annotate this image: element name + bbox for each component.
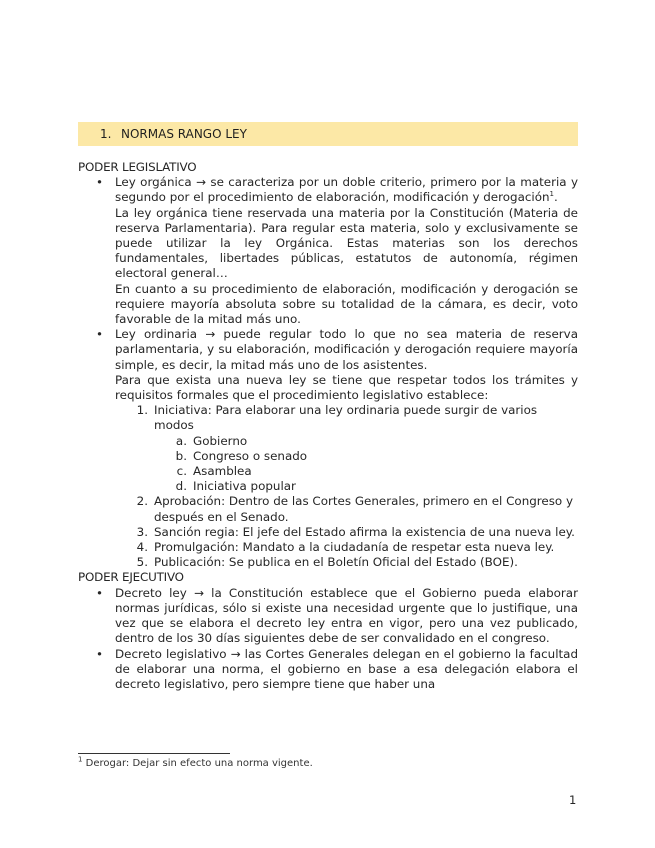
- bullet-decreto-ley: [78, 586, 578, 647]
- initiative-sublist: [115, 434, 578, 495]
- section-heading-banner: [78, 122, 578, 146]
- bullet-ley-ordinaria: [78, 327, 578, 403]
- list-item: c. Asamblea: [176, 464, 252, 479]
- list-item: 1. Iniciativa: Para elaborar una ley ordinaria puede surgir de varios modos: [136, 403, 538, 433]
- bullet-dot: •: [96, 646, 104, 661]
- section-title: NORMAS RANGO LEY: [121, 127, 247, 141]
- bullet-decreto-legislativo: [78, 647, 578, 693]
- document-body: [78, 160, 578, 692]
- list-item: a. Gobierno: [175, 433, 248, 448]
- subsection-title-ejecutivo: PODER EJECUTIVO: [78, 570, 184, 585]
- paragraph: Ley orgánica → se caracteriza por un doble criterio, primero por la materia y segundo por el procedimiento de elaboración, modificación y derogación$^1$.: [115, 175, 578, 205]
- footnote-separator: [78, 753, 230, 754]
- paragraph: Decreto ley → la Constitución establece que el Gobierno pueda elaborar normas jurídicas, sólo si existe una necesidad urgente que lo justifique, una vez que se elabora el decreto ley entra en vigor, pero una vez publicado, dentro de los 30 días siguientes debe de ser convalidado en el congreso.: [115, 585, 578, 646]
- footnote-reference[interactable]: 1: [549, 190, 554, 199]
- section-number: 1.: [100, 127, 112, 141]
- document-page: [78, 0, 578, 848]
- footnote-mark: 1: [78, 755, 83, 764]
- paragraph: En cuanto a su procedimiento de elaboración, modificación y derogación se requiere mayoría absoluta sobre su totalidad de la cámara, es decir, voto favorable de la mitad más uno.: [115, 281, 578, 327]
- procedure-steps-list: [115, 403, 578, 570]
- list-item: 3. Sanción regia: El jefe del Estado afirma la existencia de una nueva ley.: [136, 524, 575, 539]
- paragraph: Para que exista una nueva ley se tiene que respetar todos los trámites y requisitos formales que el procedimiento legislativo establece:: [115, 372, 578, 403]
- bullet-ley-organica: [78, 175, 578, 327]
- bullet-dot: •: [96, 585, 104, 600]
- list-item: d. Iniciativa popular: [175, 479, 296, 494]
- list-item: b. Congreso o senado: [175, 448, 308, 463]
- bullet-dot: •: [96, 327, 104, 342]
- footnote: [78, 755, 313, 769]
- subsection-title-legislativo: PODER LEGISLATIVO: [78, 160, 197, 174]
- list-item: 4. Promulgación: Mandato a la ciudadanía de respetar esta nueva ley.: [136, 540, 555, 555]
- bullet-dot: •: [96, 175, 104, 190]
- page-number: 1: [569, 793, 577, 807]
- paragraph: Ley ordinaria → puede regular todo lo que no sea materia de reserva parlamentaria, y su elaboración, modificación y derogación requiere mayoría simple, es decir, la mitad más uno de los asistentes.: [115, 327, 578, 372]
- paragraph: La ley orgánica tiene reservada una materia por la Constitución (Materia de reserva Parlamentaria). Para regular esta materia, solo y exclusivamente se puede utilizar la ley Orgánica. Estas materias son los derechos fundamentales, libertades públicas, estatutos de autonomía, régimen electoral general…: [115, 205, 578, 281]
- paragraph: Decreto legislativo → las Cortes Generales delegan en el gobierno la facultad de elaborar una norma, el gobierno en base a esa delegación elabora el decreto legislativo, pero siempre tiene que haber una: [115, 646, 578, 691]
- list-item: 5. Publicación: Se publica en el Boletín Oficial del Estado (BOE).: [136, 555, 518, 570]
- list-item: 2. Aprobación: Dentro de las Cortes Generales, primero en el Congreso y después en el Senado.: [136, 494, 574, 524]
- footnote-text: Derogar: Dejar sin efecto una norma vigente.: [82, 758, 313, 769]
